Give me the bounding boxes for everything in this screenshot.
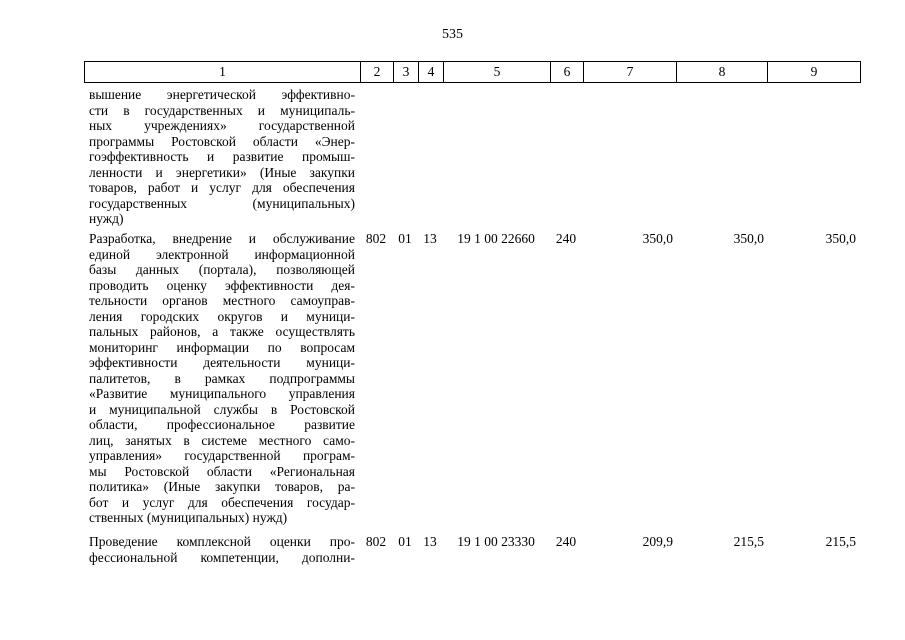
description-line: лиц, занятых в системе местного само- — [89, 432, 355, 448]
description-line: «Развитие муниципального управления — [89, 386, 355, 401]
description-line: единой электронной информационной — [89, 246, 355, 262]
header-col-2: 2 — [361, 62, 394, 83]
header-col-6: 6 — [551, 62, 584, 83]
description-line: управления» государственной програм- — [89, 448, 355, 463]
description-line: эффективности деятельности муници- — [89, 355, 355, 370]
row-description — [89, 231, 355, 526]
description-line: базы данных (портала), позволяющей — [89, 262, 355, 277]
description-line: пальных районов, а также осуществлять — [89, 324, 355, 339]
description-line: вышение энергетической эффективно- — [89, 87, 355, 102]
description-line: нужд) — [89, 211, 124, 226]
description-line: политика» (Иные закупки товаров, ра- — [89, 479, 355, 494]
header-col-7: 7 — [584, 62, 677, 83]
description-line: Разработка, внедрение и обслуживание — [89, 231, 355, 246]
cell-amount-year-3: 215,5 — [825, 534, 856, 549]
description-line: и муниципальной службы в Ростовской — [89, 401, 355, 417]
cell-section: 01 — [398, 231, 412, 246]
cell-subsection: 13 — [423, 534, 437, 549]
row-description — [89, 87, 355, 227]
header-col-8: 8 — [677, 62, 768, 83]
row-description — [89, 534, 355, 565]
cell-amount-year-3: 350,0 — [825, 231, 856, 246]
description-line: области, профессиональное развитие — [89, 417, 355, 432]
description-line: фессиональной компетенции, дополни- — [89, 549, 355, 565]
description-line: тельности органов местного самоуправ- — [89, 293, 355, 308]
cell-ministry-code: 802 — [365, 534, 387, 549]
cell-amount-year-1: 350,0 — [642, 231, 673, 246]
description-line: ственных (муниципальных) нужд) — [89, 510, 288, 525]
description-line: мониторинг информации по вопросам — [89, 339, 355, 355]
description-line: товаров, работ и услуг для обеспечения — [89, 180, 355, 195]
header-col-1: 1 — [85, 62, 361, 83]
cell-amount-year-2: 350,0 — [733, 231, 764, 246]
cell-amount-year-2: 215,5 — [733, 534, 764, 549]
description-line: ления городских округов и муници- — [89, 308, 355, 324]
description-line: сти в государственных и муниципаль- — [89, 102, 355, 118]
table-header — [84, 61, 861, 83]
description-line: мы Ростовской области «Региональная — [89, 463, 355, 479]
cell-target-article: 19 1 00 22660 — [457, 231, 535, 246]
cell-target-article: 19 1 00 23330 — [457, 534, 535, 549]
description-line: программы Ростовской области «Энер- — [89, 133, 355, 149]
header-col-5: 5 — [444, 62, 551, 83]
description-line: проводить оценку эффективности дея- — [89, 277, 355, 293]
description-line: государственных (муниципальных) — [89, 195, 355, 211]
header-col-4: 4 — [419, 62, 444, 83]
description-line: ных учреждениях» государственной — [89, 118, 355, 133]
description-line: бот и услуг для обеспечения государ- — [89, 494, 355, 510]
description-line: ленности и энергетики» (Иные закупки — [89, 164, 355, 180]
cell-expense-type: 240 — [555, 534, 577, 549]
cell-subsection: 13 — [423, 231, 437, 246]
cell-amount-year-1: 209,9 — [642, 534, 673, 549]
header-col-9: 9 — [768, 62, 861, 83]
description-line: палитетов, в рамках подпрограммы — [89, 370, 355, 386]
cell-ministry-code: 802 — [365, 231, 387, 246]
cell-section: 01 — [398, 534, 412, 549]
description-line: Проведение комплексной оценки про- — [89, 534, 355, 549]
page-number: 535 — [442, 27, 463, 42]
description-line: гоэффективность и развитие промыш- — [89, 149, 355, 164]
header-col-3: 3 — [394, 62, 419, 83]
cell-expense-type: 240 — [555, 231, 577, 246]
